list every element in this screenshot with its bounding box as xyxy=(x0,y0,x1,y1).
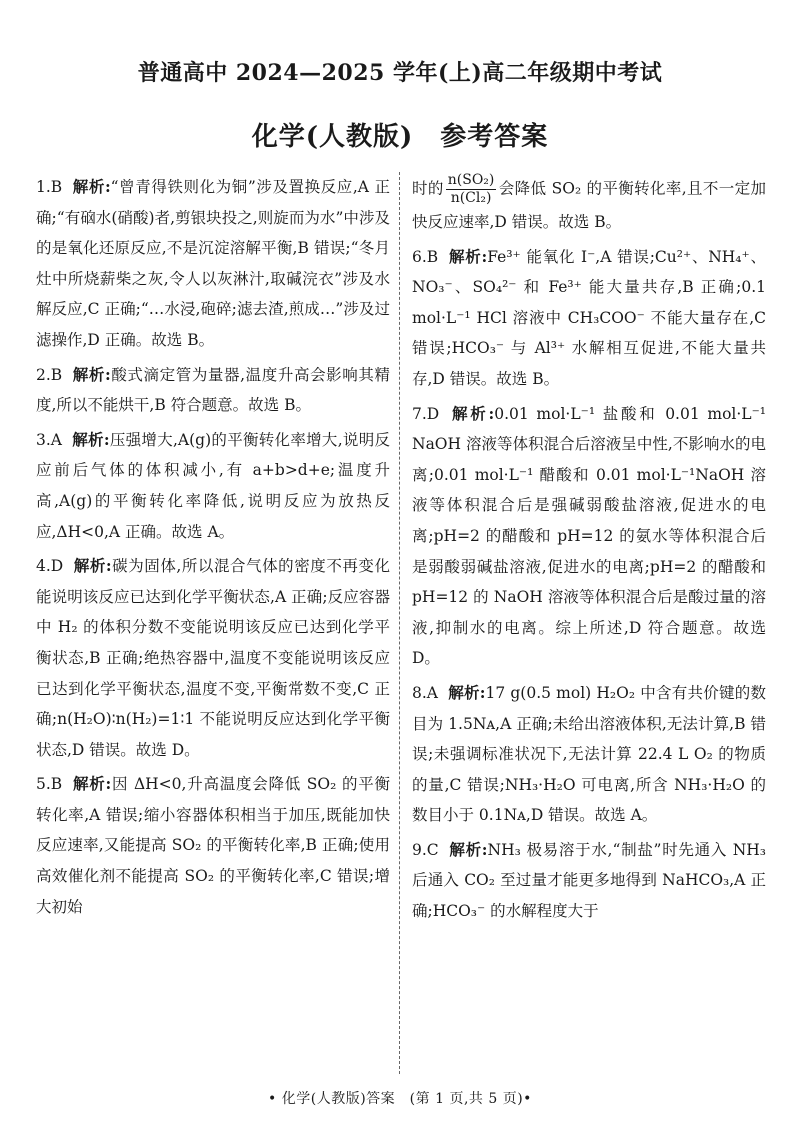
fraction-denominator: n(Cl₂) xyxy=(450,190,492,206)
answer-item-4 xyxy=(36,551,390,765)
analysis-label: 解析: xyxy=(73,556,112,576)
continuation-prefix: 时的 xyxy=(412,179,444,198)
answer-item-7 xyxy=(412,399,766,674)
analysis-label: 解析: xyxy=(449,403,495,423)
answer-item-2 xyxy=(36,360,390,421)
analysis-label: 解析: xyxy=(448,246,488,266)
analysis-label: 解析: xyxy=(72,177,111,196)
answer-number: 1.B xyxy=(36,178,63,196)
answer-number: 3.A xyxy=(36,430,62,449)
answer-text: 压强增大,A(g)的平衡转化率增大,说明反应前后气体的体积减小,有 a+b>d+e;温度升高,A(g)的平衡转化率降低,说明反应为放热反应,ΔH<0,A 正确。故选 A。 xyxy=(36,430,390,541)
column-divider xyxy=(399,172,400,1074)
answer-text: 17 g(0.5 mol) H₂O₂ 中含有共价键的数目为 1.5Nᴀ,A 正确;未给出溶液体积,无法计算,B 错误;未强调标准状况下,无法计算 22.4 L O₂ 的物质的量,C 错误;NH₃·H₂O 可电离,所含 NH₃·H₂O 的数目小于 0.1Nᴀ,D 错误。故选 A。 xyxy=(412,683,766,825)
answer-text: 0.01 mol·L⁻¹ 盐酸和 0.01 mol·L⁻¹ NaOH 溶液等体积混合后溶液呈中性,不影响水的电离;0.01 mol·L⁻¹ 醋酸和 0.01 mol·L⁻¹NaOH 溶液等体积混合后是强碱弱酸盐溶液,促进水的电离;pH=2 的醋酸和 pH=12 的氨水等体积混合后是弱酸弱碱盐溶液,促进水的电离;pH=2 的醋酸和 pH=12 的 NaOH 溶液等体积混合后是酸过量的溶液,抑制水的电离。综上所述,D 符合题意。故选 D。 xyxy=(412,404,766,668)
answer-text: 因 ΔH<0,升高温度会降低 SO₂ 的平衡转化率,A 错误;缩小容器体积相当于加压,既能加快反应速率,又能提高 SO₂ 的平衡转化率,B 正确;使用高效催化剂不能提高 SO₂ 的平衡转化率,C 错误;增大初始 xyxy=(36,775,390,916)
answer-number: 8.A xyxy=(412,683,438,702)
analysis-label: 解析: xyxy=(71,429,110,449)
answer-text: “曾青得铁则化为铜”涉及置换反应,A 正确;“有硇水(硝酸)者,剪银块投之,则旋而为水”中涉及的是氧化还原反应,不是沉淀溶解平衡,B 错误;“冬月灶中所烧薪柴之灰,令人以灰淋汁,取碱浣衣”涉及水解反应,C 正确;“…水浸,砲碎;滤去渣,煎成…”涉及过滤操作,D 正确。故选 B。 xyxy=(36,178,390,349)
answer-text: NH₃ 极易溶于水,“制盐”时先通入 NH₃ 后通入 CO₂ 至过量才能更多地得到 NaHCO₃,A 正确;HCO₃⁻ 的水解程度大于 xyxy=(412,840,766,921)
left-column xyxy=(36,172,390,926)
answer-item-5-continued xyxy=(412,172,766,238)
analysis-label: 解析: xyxy=(447,682,486,702)
ratio-fraction xyxy=(446,172,497,207)
answer-number: 5.B xyxy=(36,775,63,794)
answer-number: 4.D xyxy=(36,557,64,576)
analysis-label: 解析: xyxy=(72,774,112,794)
answer-item-8 xyxy=(412,678,766,831)
answer-item-9 xyxy=(412,835,766,927)
continuation-text: 会降低 SO₂ 的平衡转化率,且不一定加快反应速率,D 错误。故选 B。 xyxy=(412,179,766,231)
right-column xyxy=(412,172,766,931)
answer-number: 2.B xyxy=(36,365,63,384)
analysis-label: 解析: xyxy=(72,364,111,384)
answer-item-3 xyxy=(36,425,390,547)
fraction-numerator: n(SO₂) xyxy=(447,172,495,188)
answer-text: 碳为固体,所以混合气体的密度不再变化能说明该反应已达到化学平衡状态,A 正确;反应容器中 H₂ 的体积分数不变能说明该反应已达到化学平衡状态,B 正确;绝热容器中,温度不变能说明该反应已达到化学平衡状态,温度不变,平衡常数不变,C 正确;n(H₂O)∶n(H₂)=1∶1 不能说明反应达到化学平衡状态,D 错误。故选 D。 xyxy=(36,557,390,759)
answer-item-1 xyxy=(36,172,390,356)
answer-number: 6.B xyxy=(412,247,439,266)
page-title: 普通高中 2024—2025 学年(上)高二年级期中考试 xyxy=(137,60,663,86)
answer-number: 9.C xyxy=(412,840,439,859)
answer-item-5 xyxy=(36,769,390,922)
answer-text: Fe³⁺ 能氧化 I⁻,A 错误;Cu²⁺、NH₄⁺、NO₃⁻、SO₄²⁻ 和 Fe³⁺ 能大量共存,B 正确;0.1 mol·L⁻¹ HCl 溶液中 CH₃COO⁻ 不能大量存在,C 错误;HCO₃⁻ 与 Al³⁺ 水解相互促进,不能大量共存,D 错误。故选 B。 xyxy=(412,247,766,388)
answer-number: 7.D xyxy=(412,404,440,423)
analysis-label: 解析: xyxy=(448,839,488,859)
page-footer: • 化学(人教版)答案 (第 1 页,共 5 页)• xyxy=(268,1091,532,1107)
answer-text: 酸式滴定管为量器,温度升高会影响其精度,所以不能烘干,B 符合题意。故选 B。 xyxy=(36,365,390,415)
answer-item-6 xyxy=(412,242,766,395)
page-subtitle: 化学(人教版) 参考答案 xyxy=(251,122,549,152)
